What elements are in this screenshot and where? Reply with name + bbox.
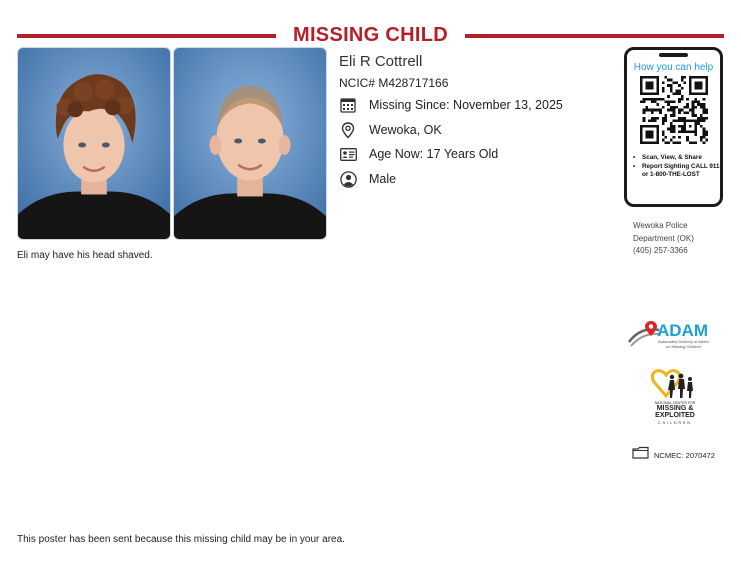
ncmec-children: CHILDREN	[658, 421, 692, 425]
sex-row	[339, 170, 396, 188]
ncic-number: NCIC# M428717166	[339, 76, 449, 90]
age-row	[339, 145, 498, 163]
child-name: Eli R Cottrell	[339, 53, 423, 70]
ncmec-exploited: EXPLOITED	[655, 412, 695, 419]
location-pin-icon	[339, 121, 357, 139]
header-rule-right	[465, 34, 724, 38]
phone-notch	[659, 53, 688, 57]
child-photo-shaved-head	[173, 47, 327, 240]
id-card-icon	[339, 145, 357, 163]
header-rule-left	[17, 34, 276, 38]
tip-scan: • Scan, View, & Share	[631, 154, 721, 162]
ncmec-logo	[646, 366, 704, 428]
sex-text: Male	[369, 172, 397, 186]
case-folder-icon	[632, 446, 649, 464]
agency-name-line1: Wewoka Police	[633, 221, 688, 230]
ncmec-case-number: NCMEC: 2070472	[654, 450, 715, 460]
age-text: Age Now: 17 Years Old	[369, 147, 499, 161]
missing-since-row	[339, 96, 563, 114]
help-phone-card	[624, 47, 723, 207]
child-photo-curly-hair	[17, 47, 171, 240]
ncmec-missing: MISSING &	[656, 405, 694, 412]
help-tips	[631, 154, 721, 180]
location-row	[339, 121, 442, 139]
ncmec-small-text: NATIONAL CENTER FOR	[654, 401, 696, 405]
calendar-icon	[339, 96, 357, 114]
ncmec-case	[632, 446, 715, 464]
adam-tagline: Automated Delivery of Alerts	[658, 339, 709, 344]
tip-report: • Report Sighting CALL 911 or 1-800-THE-LOST	[631, 163, 721, 179]
adam-logo	[627, 318, 722, 354]
agency-phone: (405) 257-3366	[633, 246, 688, 255]
location-text: Wewoka, OK	[369, 123, 442, 137]
qr-code-icon[interactable]	[640, 76, 708, 144]
footer-note: This poster has been sent because this missing child may be in your area.	[17, 534, 345, 545]
adam-tagline-2: on Missing Children	[666, 344, 702, 349]
missing-since-text: Missing Since: November 13, 2025	[369, 98, 563, 112]
person-icon	[339, 170, 357, 188]
adam-wordmark: ADAM	[657, 321, 708, 340]
agency-contact	[633, 220, 733, 258]
agency-name-line2: Department (OK)	[633, 233, 694, 243]
poster-title: MISSING CHILD	[292, 24, 448, 46]
photo-caption: Eli may have his head shaved.	[17, 250, 153, 261]
help-title: How you can help	[633, 62, 714, 73]
